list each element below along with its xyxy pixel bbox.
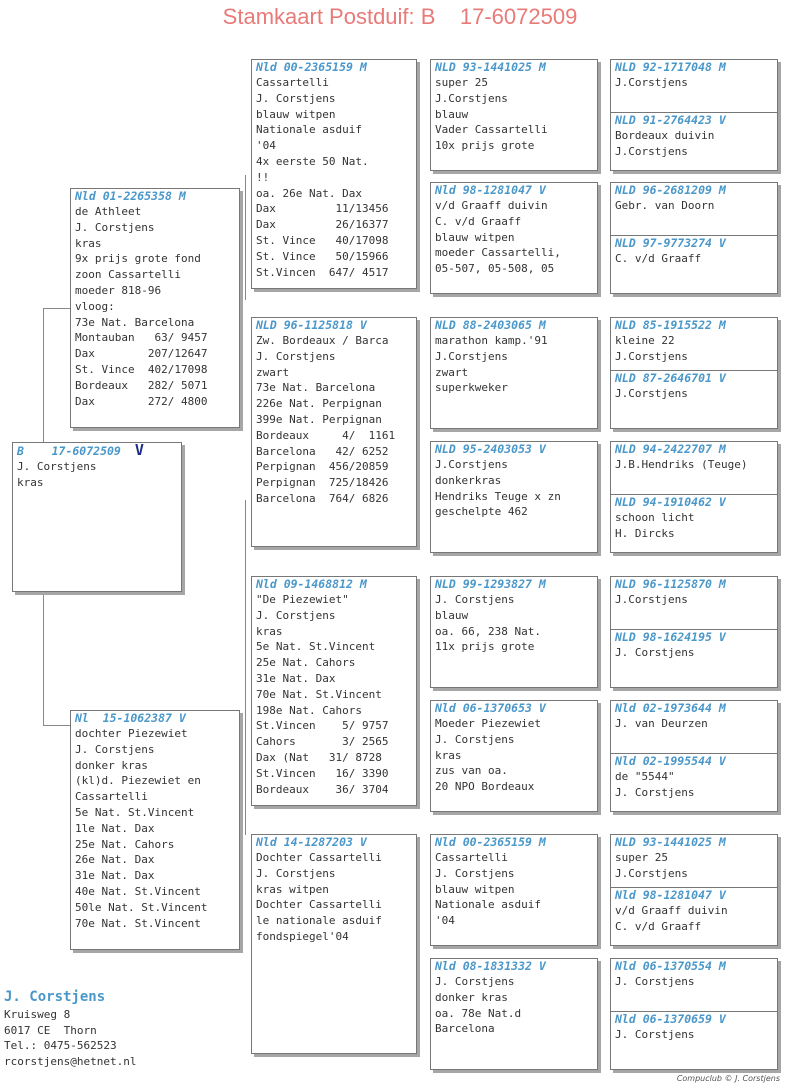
pigeon-info-line: Perpignan 725/18426 xyxy=(256,476,389,490)
pigeon-info-line: super 25 xyxy=(435,76,488,89)
dam-section xyxy=(611,629,777,661)
pigeon-info-line: Dax 11/13456 xyxy=(256,202,389,216)
pigeon-info-line: 26e Nat. Dax xyxy=(75,853,155,867)
pigeon-info-line: zus van oa. xyxy=(435,764,508,778)
pigeon-info-line: 70e Nat. St.Vincent xyxy=(75,916,201,930)
great-grandparent-box xyxy=(430,576,598,688)
dam-section xyxy=(611,494,777,542)
subject-pigeon-box xyxy=(12,442,182,592)
pigeon-info-line: Barcelona 42/ 6252 xyxy=(256,444,389,458)
dam-section xyxy=(611,112,777,160)
connector-line xyxy=(43,575,44,725)
pigeon-info-line: J. Corstjens xyxy=(256,608,336,622)
owner-line: rcorstjens@hetnet.nl xyxy=(4,1054,137,1068)
grandparent-box xyxy=(251,834,417,1054)
pigeon-info-line: Bordeaux 282/ 5071 xyxy=(75,378,208,392)
pigeon-info-line: J.Corstjens xyxy=(435,349,508,363)
pigeon-info-line: Zw. Bordeaux / Barca xyxy=(256,334,389,347)
pigeon-info-line: 4x eerste 50 Nat. xyxy=(256,154,369,168)
pigeon-info-line: 399e Nat. Perpignan xyxy=(256,412,382,426)
great-great-grandparents-box xyxy=(610,441,778,553)
pigeon-info-line: vloog: xyxy=(75,299,115,313)
pigeon-info-line: zwart xyxy=(256,365,290,379)
grandparent-box xyxy=(251,317,417,547)
pigeon-info-line: kras xyxy=(75,236,102,250)
parent-box xyxy=(70,188,240,428)
connector-line xyxy=(43,308,72,309)
pigeon-info-line: blauw witpen xyxy=(256,107,336,121)
pigeon-info-line: J. Corstjens xyxy=(75,742,155,756)
pigeon-info-line: C. v/d Graaff xyxy=(615,919,702,933)
ring-number: Nld 98-1281047 V xyxy=(615,888,726,902)
ring-number: Nld 00-2365159 M xyxy=(256,60,367,74)
ring-number: NLD 96-1125870 M xyxy=(615,577,726,591)
pigeon-info-line: Perpignan 456/20859 xyxy=(256,460,389,474)
pigeon-info-line: 5e Nat. St.Vincent xyxy=(75,805,195,819)
footer-credit: Compuclub © J. Corstjens xyxy=(676,1074,780,1083)
pigeon-info-line: J. Corstjens xyxy=(75,220,155,234)
ring-number: Nld 06-1370659 V xyxy=(615,1012,726,1026)
pigeon-info-line: blauw witpen xyxy=(435,882,515,896)
connector-line xyxy=(43,725,72,726)
pigeon-info-line: oa. 78e Nat.d xyxy=(435,1006,522,1020)
pigeon-info-line: J.Corstjens xyxy=(615,387,688,400)
ring-number: NLD 85-1915522 M xyxy=(615,318,726,332)
pigeon-info-line: 25e Nat. Cahors xyxy=(256,656,356,670)
great-grandparent-box xyxy=(430,59,598,171)
connector-line xyxy=(245,725,246,835)
grandparent-box xyxy=(251,59,417,289)
pigeon-info-line: 226e Nat. Perpignan xyxy=(256,397,382,411)
ring-number: NLD 99-1293827 M xyxy=(435,577,546,591)
pigeon-info-line: fondspiegel'04 xyxy=(256,929,349,943)
pigeon-info-line: kras xyxy=(435,748,462,762)
ring-number: Nld 01-2265358 M xyxy=(75,189,186,203)
pigeon-info-line: Bordeaux 36/ 3704 xyxy=(256,782,389,796)
pigeon-info-line: Dax 26/16377 xyxy=(256,218,389,232)
great-great-grandparents-box xyxy=(610,576,778,688)
great-great-grandparents-box xyxy=(610,834,778,946)
check-mark: V xyxy=(134,441,144,459)
pigeon-info-line: 1le Nat. Dax xyxy=(75,821,155,835)
pigeon-info-line: Cassartelli xyxy=(256,76,329,89)
ring-number: NLD 91-2764423 V xyxy=(615,113,726,127)
pigeon-info-line: 31e Nat. Dax xyxy=(75,869,155,883)
ring-number: Nld 06-1370653 V xyxy=(435,701,546,715)
pigeon-info-line: J. Corstjens xyxy=(17,460,97,473)
great-grandparent-box xyxy=(430,182,598,294)
ring-number: NLD 87-2646701 V xyxy=(615,371,726,385)
great-great-grandparents-box xyxy=(610,182,778,294)
pigeon-info-line: St. Vince 402/17098 xyxy=(75,362,208,376)
connector-line xyxy=(43,308,44,445)
pigeon-info-line: J.B.Hendriks (Teuge) xyxy=(615,458,748,471)
grandparent-box xyxy=(251,576,417,806)
pigeon-info-line: oa. 66, 238 Nat. xyxy=(435,624,541,638)
pigeon-info-line: schoon licht xyxy=(615,511,695,524)
pigeon-info-line: Dax (Nat 31/ 8728 xyxy=(256,750,382,764)
dam-section xyxy=(611,370,777,402)
pigeon-info-line: St. Vince 50/15966 xyxy=(256,249,389,263)
pigeon-info-line: donker kras xyxy=(75,758,148,772)
pigeon-info-line: '04 xyxy=(435,914,455,928)
pigeon-info-line: moeder 818-96 xyxy=(75,283,162,297)
connector-line xyxy=(245,500,246,725)
pigeon-info-line: 10x prijs grote xyxy=(435,139,535,153)
great-great-grandparents-box xyxy=(610,317,778,429)
pigeon-info-line: Gebr. van Doorn xyxy=(615,199,715,212)
ring-number: NLD 92-1717048 M xyxy=(615,60,726,74)
ring-number: Nld 98-1281047 V xyxy=(435,183,546,197)
ring-number: Nl 15-1062387 V xyxy=(75,711,186,725)
great-grandparent-box xyxy=(430,317,598,429)
ring-number: NLD 97-9773274 V xyxy=(615,236,726,250)
pigeon-info-line: kras xyxy=(17,475,44,489)
ring-number: Nld 02-1995544 V xyxy=(615,754,726,768)
pigeon-info-line: 05-507, 05-508, 05 xyxy=(435,262,555,276)
pigeon-info-line: !! xyxy=(256,170,270,184)
pigeon-info-line: J. Corstjens xyxy=(615,785,695,799)
ring-number: NLD 93-1441025 M xyxy=(615,835,726,849)
pigeon-info-line: J. van Deurzen xyxy=(615,717,708,730)
pigeon-info-line: J. Corstjens xyxy=(615,646,695,659)
pigeon-info-line: blauw witpen xyxy=(435,230,515,244)
pigeon-info-line: de Athleet xyxy=(75,205,142,218)
pigeon-info-line: J.Corstjens xyxy=(435,91,508,105)
pigeon-info-line: J.Corstjens xyxy=(615,144,688,158)
pigeon-info-line: marathon kamp.'91 xyxy=(435,334,548,347)
ring-number: NLD 96-2681209 M xyxy=(615,183,726,197)
pigeon-info-line: J. Corstjens xyxy=(256,349,336,363)
pigeon-info-line: J. Corstjens xyxy=(435,866,515,880)
great-grandparent-box xyxy=(430,958,598,1070)
pigeon-info-line: 73e Nat. Barcelona xyxy=(75,315,195,329)
ring-number: Nld 08-1831332 V xyxy=(435,959,546,973)
pigeon-info-line: Moeder Piezewiet xyxy=(435,717,541,730)
pigeon-info-line: kras witpen xyxy=(256,882,329,896)
pigeon-info-line: kras xyxy=(256,624,283,638)
pigeon-info-line: J. Corstjens xyxy=(435,732,515,746)
pigeon-info-line: Montauban 63/ 9457 xyxy=(75,331,208,345)
pigeon-info-line: Vader Cassartelli xyxy=(435,123,548,137)
pigeon-info-line: Nationale asduif xyxy=(256,123,362,137)
pigeon-info-line: J. Corstjens xyxy=(256,866,336,880)
pigeon-info-line: 70e Nat. St.Vincent xyxy=(256,687,382,701)
pigeon-info-line: J. Corstjens xyxy=(615,1028,695,1041)
great-grandparent-box xyxy=(430,441,598,553)
ring-number: Nld 00-2365159 M xyxy=(435,835,546,849)
pigeon-info-line: St.Vincen 16/ 3390 xyxy=(256,766,389,780)
pigeon-info-line: Cassartelli xyxy=(435,851,508,864)
dam-section xyxy=(611,753,777,801)
pigeon-info-line: 73e Nat. Barcelona xyxy=(256,381,376,395)
pigeon-info-line: v/d Graaff duivin xyxy=(435,199,548,212)
pigeon-info-line: 25e Nat. Cahors xyxy=(75,837,175,851)
pigeon-info-line: 9x prijs grote fond xyxy=(75,252,201,266)
pigeon-info-line: donkerkras xyxy=(435,473,502,487)
pigeon-info-line: J.Corstjens xyxy=(615,593,688,606)
pigeon-info-line: "De Piezewiet" xyxy=(256,593,349,606)
pigeon-info-line: geschelpte 462 xyxy=(435,505,528,519)
pigeon-info-line: Hendriks Teuge x zn xyxy=(435,489,561,503)
ring-number: Nld 06-1370554 M xyxy=(615,959,726,973)
pigeon-info-line: J.Corstjens xyxy=(615,349,688,363)
pigeon-info-line: J. Corstjens xyxy=(256,91,336,105)
ring-number: NLD 93-1441025 M xyxy=(435,60,546,74)
pigeon-info-line: St. Vince 40/17098 xyxy=(256,233,389,247)
owner-line: 6017 CE Thorn xyxy=(4,1023,97,1037)
dam-section xyxy=(611,887,777,935)
pigeon-info-line: Dax 207/12647 xyxy=(75,347,208,361)
pigeon-info-line: superkweker xyxy=(435,381,508,395)
pigeon-info-line: '04 xyxy=(256,139,276,153)
pigeon-info-line: C. v/d Graaff xyxy=(435,214,522,228)
pigeon-info-line: J. Corstjens xyxy=(615,975,695,988)
connector-line xyxy=(245,175,246,300)
dam-section xyxy=(611,235,777,267)
ring-number: NLD 95-2403053 V xyxy=(435,442,546,456)
pigeon-info-line: Cahors 3/ 2565 xyxy=(256,735,389,749)
pigeon-info-line: Dochter Cassartelli xyxy=(256,851,382,864)
pigeon-info-line: J.Corstjens xyxy=(435,458,508,471)
ring-number: NLD 94-2422707 M xyxy=(615,442,726,456)
owner-line: Kruisweg 8 xyxy=(4,1008,71,1021)
pigeon-info-line: super 25 xyxy=(615,851,668,864)
great-great-grandparents-box xyxy=(610,59,778,171)
pigeon-info-line: Dax 272/ 4800 xyxy=(75,394,208,408)
pigeon-info-line: 40e Nat. St.Vincent xyxy=(75,884,201,898)
pigeon-info-line: St.Vincen 5/ 9757 xyxy=(256,719,389,733)
pigeon-info-line: 5e Nat. St.Vincent xyxy=(256,640,376,654)
pigeon-info-line: 20 NPO Bordeaux xyxy=(435,780,535,794)
ring-number: NLD 94-1910462 V xyxy=(615,495,726,509)
pigeon-info-line: zwart xyxy=(435,365,469,379)
pigeon-info-line: H. Dircks xyxy=(615,526,675,540)
pigeon-info-line: Cassartelli xyxy=(75,790,148,804)
owner-block xyxy=(4,987,136,1069)
ring-number: NLD 98-1624195 V xyxy=(615,630,726,644)
pigeon-info-line: Barcelona 764/ 6826 xyxy=(256,491,389,505)
pigeon-info-line: v/d Graaff duivin xyxy=(615,904,728,917)
pigeon-info-line: le nationale asduif xyxy=(256,914,382,928)
great-great-grandparents-box xyxy=(610,958,778,1070)
pigeon-info-line: Bordeaux 4/ 1161 xyxy=(256,428,396,442)
pigeon-info-line: kleine 22 xyxy=(615,334,675,347)
ring-number: NLD 96-1125818 V xyxy=(256,318,367,332)
great-great-grandparents-box xyxy=(610,700,778,812)
pigeon-info-line: Dochter Cassartelli xyxy=(256,898,382,912)
pigeon-info-line: 198e Nat. Cahors xyxy=(256,703,362,717)
great-grandparent-box xyxy=(430,700,598,812)
pigeon-info-line: 11x prijs grote xyxy=(435,640,535,654)
ring-number: B 17-6072509 V xyxy=(17,441,144,459)
pigeon-info-line: J. Corstjens xyxy=(435,975,515,988)
pigeon-info-line: J.Corstjens xyxy=(615,76,688,89)
pigeon-info-line: Nationale asduif xyxy=(435,898,541,912)
parent-box xyxy=(70,710,240,950)
ring-number: NLD 88-2403065 M xyxy=(435,318,546,332)
pigeon-info-line: de "5544" xyxy=(615,770,675,783)
pigeon-info-line: J.Corstjens xyxy=(615,866,688,880)
ring-number: Nld 09-1468812 M xyxy=(256,577,367,591)
pigeon-info-line: Bordeaux duivin xyxy=(615,129,715,142)
pigeon-info-line: oa. 26e Nat. Dax xyxy=(256,186,362,200)
page-title: Stamkaart Postduif: B 17-6072509 xyxy=(222,4,578,29)
pigeon-info-line: zoon Cassartelli xyxy=(75,268,181,282)
great-grandparent-box xyxy=(430,834,598,946)
pigeon-info-line: dochter Piezewiet xyxy=(75,727,188,740)
pigeon-info-line: J. Corstjens xyxy=(435,593,515,606)
pigeon-info-line: Barcelona xyxy=(435,1022,495,1036)
pigeon-info-line: blauw xyxy=(435,107,469,121)
pigeon-info-line: donker kras xyxy=(435,990,508,1004)
dam-section xyxy=(611,1011,777,1043)
pigeon-info-line: moeder Cassartelli, xyxy=(435,246,561,260)
ring-number: Nld 02-1973644 M xyxy=(615,701,726,715)
pigeon-info-line: blauw xyxy=(435,608,469,622)
ring-number: Nld 14-1287203 V xyxy=(256,835,367,849)
pigeon-info-line: 50le Nat. St.Vincent xyxy=(75,900,208,914)
pigeon-info-line: (kl)d. Piezewiet en xyxy=(75,774,201,788)
pigeon-info-line: 31e Nat. Dax xyxy=(256,671,336,685)
pigeon-info-line: C. v/d Graaff xyxy=(615,252,702,265)
owner-line: Tel.: 0475-562523 xyxy=(4,1039,117,1052)
owner-name: J. Corstjens xyxy=(4,989,106,1005)
pigeon-info-line: St.Vincen 647/ 4517 xyxy=(256,265,389,279)
